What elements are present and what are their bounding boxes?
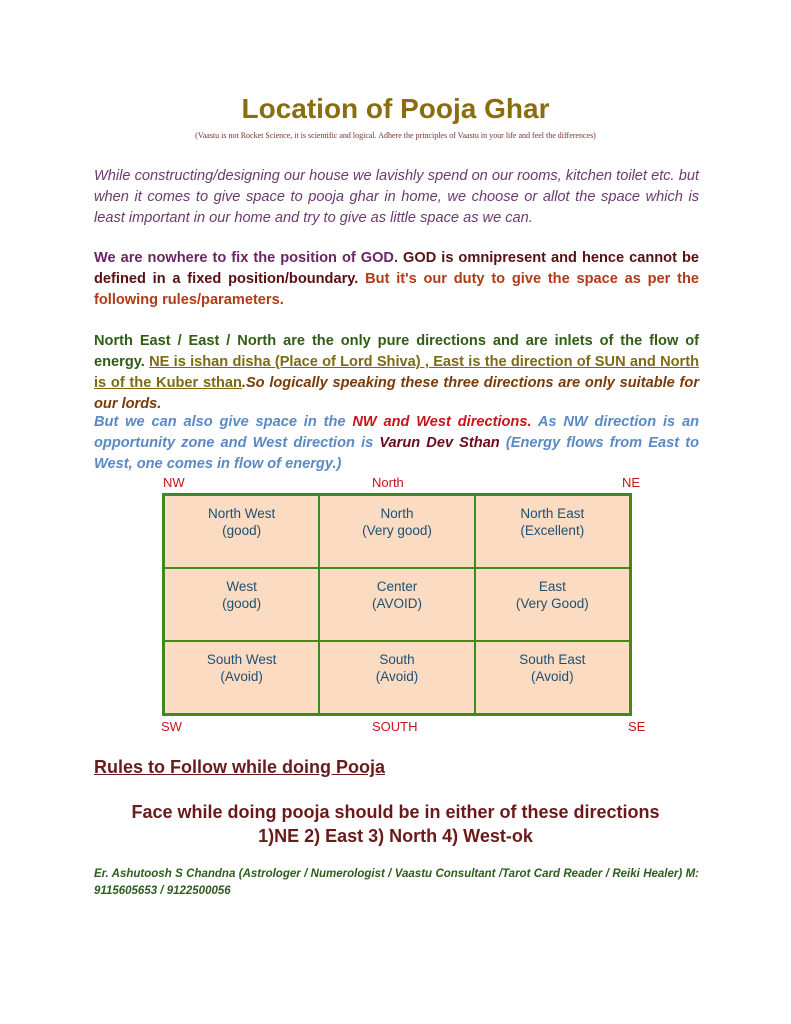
- compass-label-se: SE: [628, 719, 646, 734]
- grid-cell-south: [319, 641, 474, 714]
- nw-text-part3: As NW direction is an opportunity zone and West direction is: [94, 414, 700, 451]
- grid-cell-name: South West: [206, 652, 277, 667]
- directions-paragraph: [94, 331, 699, 415]
- god-text-part1: We are nowhere to fix the position of GOD.: [94, 250, 399, 266]
- grid-cell-rating: (Avoid): [220, 669, 263, 684]
- grid-cell-name: West: [226, 579, 257, 594]
- grid-cell-north: [319, 495, 474, 568]
- grid-cell-name: South: [379, 652, 415, 667]
- page-subtitle: (Vaastu is not Rocket Science, it is scientific and logical. Adhere the principles of Vaastu in your life and feel the differences): [195, 131, 596, 140]
- grid-cell-name: South East: [519, 652, 586, 667]
- grid-cell-name: Center: [376, 579, 418, 594]
- god-text-part2: GOD is omnipresent and hence cannot be defined in a fixed position/boundary.: [94, 250, 699, 287]
- directions-text-part1: North East / East / North are the only pure directions and are inlets of the flow of energy.: [94, 333, 699, 370]
- directions-text-part3: .So logically speaking these three directions are only suitable for our lords.: [94, 375, 699, 412]
- grid-cell-south-east: [475, 641, 630, 714]
- nw-paragraph: [94, 412, 699, 475]
- grid-cell-north-west: [164, 495, 319, 568]
- grid-cell-rating: (Very Good): [515, 596, 589, 611]
- compass-label-south: SOUTH: [372, 719, 418, 734]
- rules-heading: Rules to Follow while doing Pooja: [94, 757, 385, 777]
- direction-grid: [162, 493, 632, 716]
- grid-cell-rating: (Excellent): [520, 523, 585, 538]
- grid-cell-rating: (Avoid): [375, 669, 419, 684]
- grid-cell-rating: (good): [222, 523, 262, 538]
- face-direction-block: [0, 800, 791, 848]
- grid-cell-rating: (Very good): [362, 523, 432, 538]
- nw-text-part5: (Energy flows from East to West, one comes in flow of energy.): [94, 435, 699, 472]
- author-credit: Er. Ashutoosh S Chandna (Astrologer / Numerologist / Vaastu Consultant /Tarot Card Reader / Reiki Healer) M: 9115605653 / 9122500056: [94, 868, 699, 897]
- compass-label-nw: NW: [163, 475, 185, 490]
- compass-label-sw: SW: [161, 719, 182, 734]
- nw-text-part4: Varun Dev Sthan: [379, 435, 500, 451]
- god-text-part3: But it's our duty to give the space as per the following rules/parameters.: [94, 271, 699, 308]
- page-title: Location of Pooja Ghar: [241, 93, 550, 124]
- grid-cell-rating: (Avoid): [531, 669, 574, 684]
- nw-text-part2: NW and West directions.: [352, 414, 532, 430]
- grid-cell-name: North: [380, 506, 414, 521]
- grid-cell-north-east: [475, 495, 630, 568]
- nw-text-part1: But we can also give space in the: [94, 414, 353, 430]
- grid-cell-rating: (good): [222, 596, 262, 611]
- grid-cell-rating: (AVOID): [371, 596, 422, 611]
- grid-cell-east: [475, 568, 630, 641]
- grid-cell-south-west: [164, 641, 319, 714]
- grid-cell-name: North West: [208, 506, 276, 521]
- grid-cell-name: East: [538, 579, 566, 594]
- intro-paragraph: While constructing/designing our house we lavishly spend on our rooms, kitchen toilet etc. but when it comes to give space to pooja ghar in home, we choose or allot the space which is least important in our home and try to give as little space as we can.: [94, 168, 699, 226]
- face-direction-line1: Face while doing pooja should be in either of these directions: [131, 802, 660, 822]
- grid-cell-name: North East: [520, 506, 585, 521]
- grid-cell-center: [319, 568, 474, 641]
- compass-label-ne: NE: [622, 475, 641, 490]
- compass-label-north: North: [372, 475, 404, 490]
- god-paragraph: [94, 248, 699, 311]
- face-direction-line2: 1)NE 2) East 3) North 4) West-ok: [258, 826, 533, 846]
- grid-cell-west: [164, 568, 319, 641]
- directions-text-part2: NE is ishan disha (Place of Lord Shiva) , East is the direction of SUN and North is of the Kuber sthan: [94, 354, 699, 391]
